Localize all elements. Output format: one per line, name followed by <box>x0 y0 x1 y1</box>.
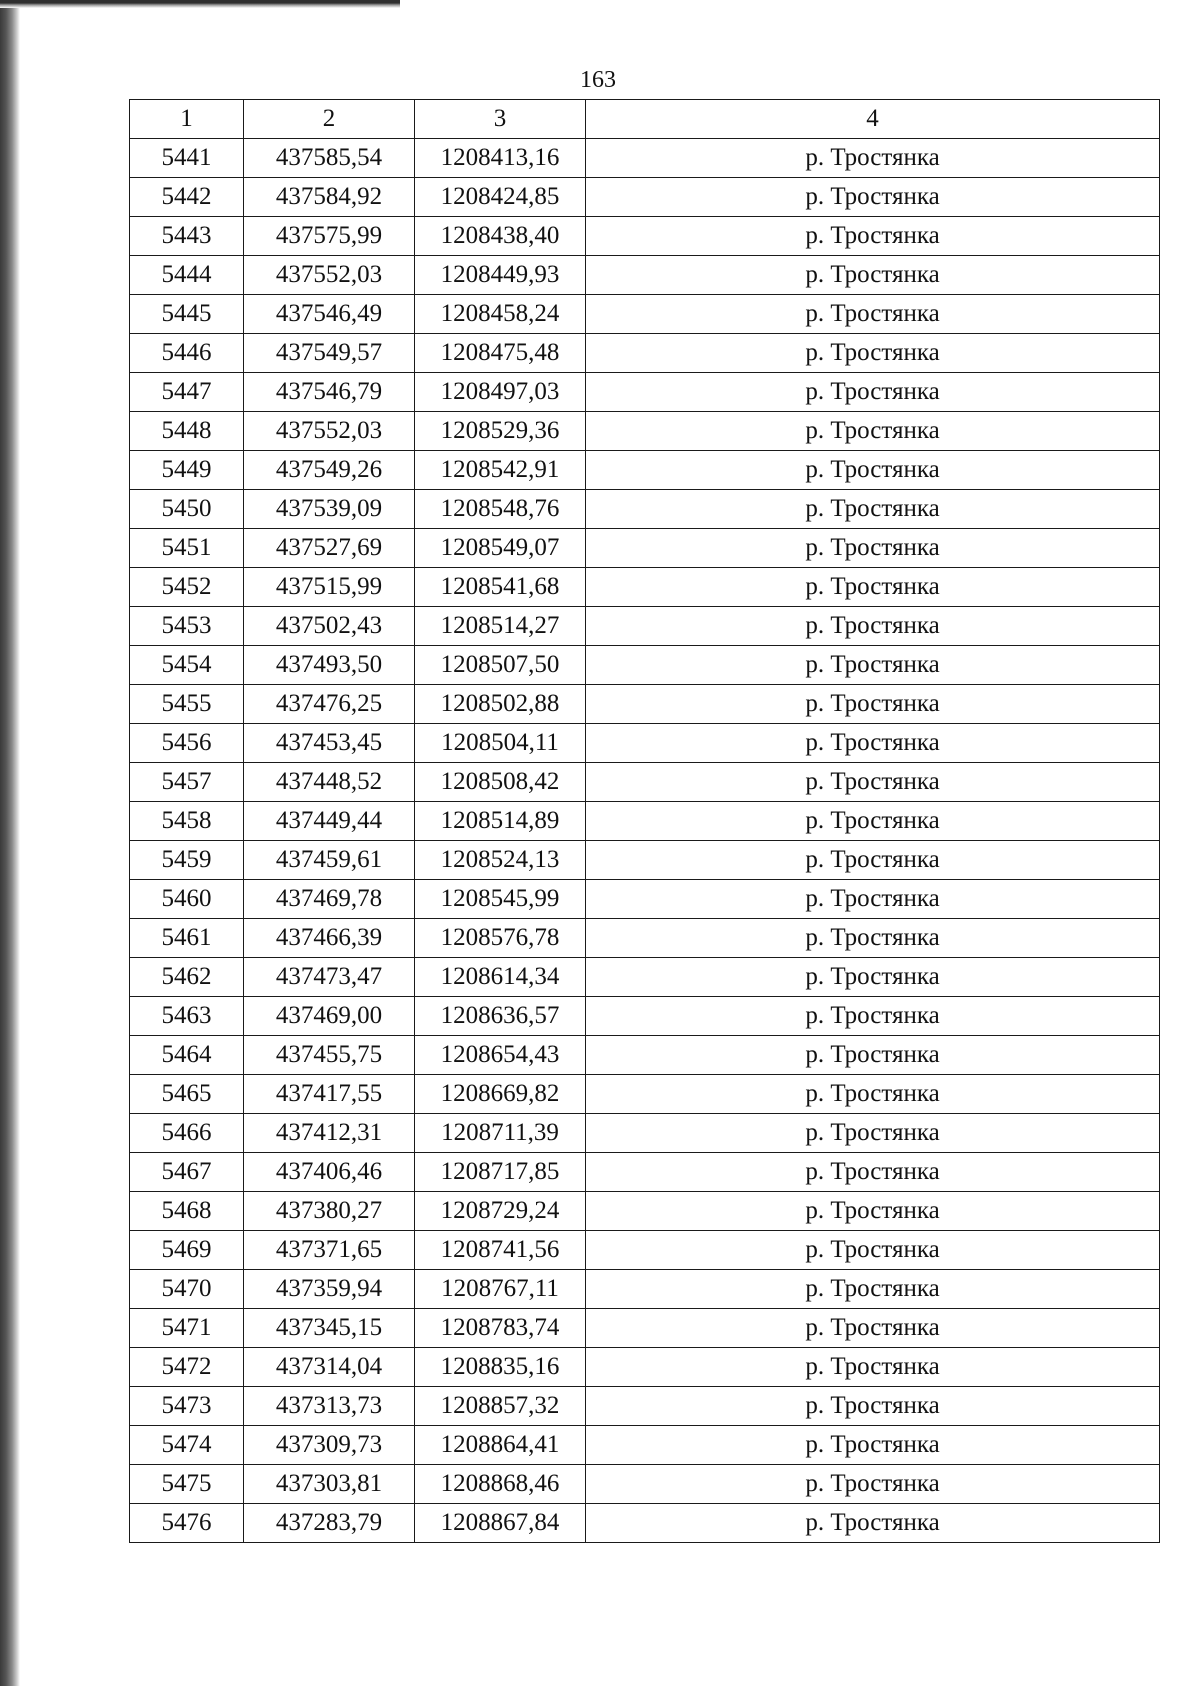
description-cell: р. Тростянка <box>586 1270 1160 1309</box>
table-row <box>130 763 1160 802</box>
description-cell: р. Тростянка <box>586 373 1160 412</box>
description-cell: р. Тростянка <box>586 139 1160 178</box>
description-cell: р. Тростянка <box>586 685 1160 724</box>
x-coordinate-cell: 437469,78 <box>244 880 415 919</box>
description-cell: р. Тростянка <box>586 1075 1160 1114</box>
y-coordinate-cell: 1208458,24 <box>415 295 586 334</box>
scan-edge-shadow <box>0 0 20 1686</box>
description-cell: р. Тростянка <box>586 724 1160 763</box>
point-number-cell: 5443 <box>130 217 244 256</box>
table-header-row <box>130 100 1160 139</box>
y-coordinate-cell: 1208717,85 <box>415 1153 586 1192</box>
table-row <box>130 841 1160 880</box>
x-coordinate-cell: 437549,57 <box>244 334 415 373</box>
x-coordinate-cell: 437575,99 <box>244 217 415 256</box>
description-cell: р. Тростянка <box>586 763 1160 802</box>
description-cell: р. Тростянка <box>586 256 1160 295</box>
x-coordinate-cell: 437459,61 <box>244 841 415 880</box>
y-coordinate-cell: 1208741,56 <box>415 1231 586 1270</box>
x-coordinate-cell: 437515,99 <box>244 568 415 607</box>
x-coordinate-cell: 437466,39 <box>244 919 415 958</box>
page-number: 163 <box>580 67 616 93</box>
y-coordinate-cell: 1208868,46 <box>415 1465 586 1504</box>
description-cell: р. Тростянка <box>586 1348 1160 1387</box>
y-coordinate-cell: 1208545,99 <box>415 880 586 919</box>
x-coordinate-cell: 437502,43 <box>244 607 415 646</box>
point-number-cell: 5462 <box>130 958 244 997</box>
description-cell: р. Тростянка <box>586 841 1160 880</box>
description-cell: р. Тростянка <box>586 334 1160 373</box>
description-cell: р. Тростянка <box>586 217 1160 256</box>
x-coordinate-cell: 437448,52 <box>244 763 415 802</box>
y-coordinate-cell: 1208729,24 <box>415 1192 586 1231</box>
point-number-cell: 5447 <box>130 373 244 412</box>
point-number-cell: 5460 <box>130 880 244 919</box>
table-row <box>130 1192 1160 1231</box>
table-row <box>130 295 1160 334</box>
x-coordinate-cell: 437380,27 <box>244 1192 415 1231</box>
table-row <box>130 1387 1160 1426</box>
scan-top-line <box>0 0 400 8</box>
point-number-cell: 5468 <box>130 1192 244 1231</box>
y-coordinate-cell: 1208669,82 <box>415 1075 586 1114</box>
point-number-cell: 5474 <box>130 1426 244 1465</box>
point-number-cell: 5453 <box>130 607 244 646</box>
y-coordinate-cell: 1208654,43 <box>415 1036 586 1075</box>
point-number-cell: 5463 <box>130 997 244 1036</box>
x-coordinate-cell: 437417,55 <box>244 1075 415 1114</box>
y-coordinate-cell: 1208711,39 <box>415 1114 586 1153</box>
description-cell: р. Тростянка <box>586 1153 1160 1192</box>
y-coordinate-cell: 1208514,89 <box>415 802 586 841</box>
table-row <box>130 997 1160 1036</box>
table-row <box>130 1153 1160 1192</box>
point-number-cell: 5446 <box>130 334 244 373</box>
point-number-cell: 5473 <box>130 1387 244 1426</box>
y-coordinate-cell: 1208835,16 <box>415 1348 586 1387</box>
y-coordinate-cell: 1208529,36 <box>415 412 586 451</box>
description-cell: р. Тростянка <box>586 1309 1160 1348</box>
x-coordinate-cell: 437314,04 <box>244 1348 415 1387</box>
y-coordinate-cell: 1208438,40 <box>415 217 586 256</box>
y-coordinate-cell: 1208475,48 <box>415 334 586 373</box>
description-cell: р. Тростянка <box>586 607 1160 646</box>
y-coordinate-cell: 1208524,13 <box>415 841 586 880</box>
description-cell: р. Тростянка <box>586 1036 1160 1075</box>
x-coordinate-cell: 437476,25 <box>244 685 415 724</box>
description-cell: р. Тростянка <box>586 646 1160 685</box>
point-number-cell: 5451 <box>130 529 244 568</box>
table-row <box>130 1114 1160 1153</box>
description-cell: р. Тростянка <box>586 958 1160 997</box>
y-coordinate-cell: 1208864,41 <box>415 1426 586 1465</box>
table-row <box>130 685 1160 724</box>
y-coordinate-cell: 1208783,74 <box>415 1309 586 1348</box>
x-coordinate-cell: 437539,09 <box>244 490 415 529</box>
x-coordinate-cell: 437585,54 <box>244 139 415 178</box>
point-number-cell: 5450 <box>130 490 244 529</box>
y-coordinate-cell: 1208548,76 <box>415 490 586 529</box>
point-number-cell: 5459 <box>130 841 244 880</box>
y-coordinate-cell: 1208541,68 <box>415 568 586 607</box>
description-cell: р. Тростянка <box>586 451 1160 490</box>
y-coordinate-cell: 1208507,50 <box>415 646 586 685</box>
point-number-cell: 5466 <box>130 1114 244 1153</box>
description-cell: р. Тростянка <box>586 529 1160 568</box>
y-coordinate-cell: 1208502,88 <box>415 685 586 724</box>
x-coordinate-cell: 437455,75 <box>244 1036 415 1075</box>
table-row <box>130 256 1160 295</box>
table-row <box>130 724 1160 763</box>
table-row <box>130 1231 1160 1270</box>
description-cell: р. Тростянка <box>586 295 1160 334</box>
x-coordinate-cell: 437303,81 <box>244 1465 415 1504</box>
table-row <box>130 919 1160 958</box>
x-coordinate-cell: 437283,79 <box>244 1504 415 1543</box>
point-number-cell: 5472 <box>130 1348 244 1387</box>
point-number-cell: 5469 <box>130 1231 244 1270</box>
point-number-cell: 5457 <box>130 763 244 802</box>
y-coordinate-cell: 1208576,78 <box>415 919 586 958</box>
table-row <box>130 451 1160 490</box>
description-cell: р. Тростянка <box>586 802 1160 841</box>
x-coordinate-cell: 437546,49 <box>244 295 415 334</box>
table-row <box>130 1504 1160 1543</box>
point-number-cell: 5471 <box>130 1309 244 1348</box>
point-number-cell: 5455 <box>130 685 244 724</box>
point-number-cell: 5445 <box>130 295 244 334</box>
description-cell: р. Тростянка <box>586 490 1160 529</box>
table-row <box>130 1270 1160 1309</box>
table-body <box>130 139 1160 1543</box>
table-row <box>130 139 1160 178</box>
column-header-1: 1 <box>130 100 244 139</box>
y-coordinate-cell: 1208549,07 <box>415 529 586 568</box>
table-row <box>130 607 1160 646</box>
x-coordinate-cell: 437552,03 <box>244 412 415 451</box>
description-cell: р. Тростянка <box>586 1231 1160 1270</box>
y-coordinate-cell: 1208449,93 <box>415 256 586 295</box>
x-coordinate-cell: 437313,73 <box>244 1387 415 1426</box>
description-cell: р. Тростянка <box>586 880 1160 919</box>
table-row <box>130 880 1160 919</box>
description-cell: р. Тростянка <box>586 1114 1160 1153</box>
table-row <box>130 1309 1160 1348</box>
table-row <box>130 373 1160 412</box>
x-coordinate-cell: 437469,00 <box>244 997 415 1036</box>
point-number-cell: 5465 <box>130 1075 244 1114</box>
y-coordinate-cell: 1208508,42 <box>415 763 586 802</box>
column-header-4: 4 <box>586 100 1160 139</box>
y-coordinate-cell: 1208636,57 <box>415 997 586 1036</box>
description-cell: р. Тростянка <box>586 1465 1160 1504</box>
point-number-cell: 5461 <box>130 919 244 958</box>
point-number-cell: 5458 <box>130 802 244 841</box>
table-row <box>130 1036 1160 1075</box>
description-cell: р. Тростянка <box>586 1426 1160 1465</box>
y-coordinate-cell: 1208542,91 <box>415 451 586 490</box>
point-number-cell: 5475 <box>130 1465 244 1504</box>
point-number-cell: 5441 <box>130 139 244 178</box>
y-coordinate-cell: 1208857,32 <box>415 1387 586 1426</box>
x-coordinate-cell: 437473,47 <box>244 958 415 997</box>
table-row <box>130 490 1160 529</box>
x-coordinate-cell: 437453,45 <box>244 724 415 763</box>
point-number-cell: 5448 <box>130 412 244 451</box>
x-coordinate-cell: 437493,50 <box>244 646 415 685</box>
y-coordinate-cell: 1208514,27 <box>415 607 586 646</box>
x-coordinate-cell: 437449,44 <box>244 802 415 841</box>
y-coordinate-cell: 1208867,84 <box>415 1504 586 1543</box>
point-number-cell: 5452 <box>130 568 244 607</box>
point-number-cell: 5456 <box>130 724 244 763</box>
table-row <box>130 1348 1160 1387</box>
point-number-cell: 5467 <box>130 1153 244 1192</box>
table-row <box>130 802 1160 841</box>
table-row <box>130 568 1160 607</box>
table-row <box>130 412 1160 451</box>
table-row <box>130 958 1160 997</box>
description-cell: р. Тростянка <box>586 178 1160 217</box>
table-row <box>130 1075 1160 1114</box>
table-row <box>130 1426 1160 1465</box>
description-cell: р. Тростянка <box>586 412 1160 451</box>
y-coordinate-cell: 1208614,34 <box>415 958 586 997</box>
point-number-cell: 5444 <box>130 256 244 295</box>
point-number-cell: 5449 <box>130 451 244 490</box>
x-coordinate-cell: 437309,73 <box>244 1426 415 1465</box>
x-coordinate-cell: 437406,46 <box>244 1153 415 1192</box>
table-row <box>130 334 1160 373</box>
description-cell: р. Тростянка <box>586 997 1160 1036</box>
x-coordinate-cell: 437527,69 <box>244 529 415 568</box>
y-coordinate-cell: 1208413,16 <box>415 139 586 178</box>
column-header-3: 3 <box>415 100 586 139</box>
point-number-cell: 5454 <box>130 646 244 685</box>
point-number-cell: 5470 <box>130 1270 244 1309</box>
y-coordinate-cell: 1208424,85 <box>415 178 586 217</box>
x-coordinate-cell: 437412,31 <box>244 1114 415 1153</box>
table-row <box>130 646 1160 685</box>
description-cell: р. Тростянка <box>586 1387 1160 1426</box>
table-row <box>130 178 1160 217</box>
column-header-2: 2 <box>244 100 415 139</box>
description-cell: р. Тростянка <box>586 1192 1160 1231</box>
point-number-cell: 5464 <box>130 1036 244 1075</box>
x-coordinate-cell: 437584,92 <box>244 178 415 217</box>
x-coordinate-cell: 437371,65 <box>244 1231 415 1270</box>
x-coordinate-cell: 437549,26 <box>244 451 415 490</box>
table-row <box>130 529 1160 568</box>
y-coordinate-cell: 1208767,11 <box>415 1270 586 1309</box>
x-coordinate-cell: 437546,79 <box>244 373 415 412</box>
y-coordinate-cell: 1208504,11 <box>415 724 586 763</box>
point-number-cell: 5476 <box>130 1504 244 1543</box>
table-row <box>130 1465 1160 1504</box>
y-coordinate-cell: 1208497,03 <box>415 373 586 412</box>
x-coordinate-cell: 437359,94 <box>244 1270 415 1309</box>
x-coordinate-cell: 437552,03 <box>244 256 415 295</box>
description-cell: р. Тростянка <box>586 568 1160 607</box>
point-number-cell: 5442 <box>130 178 244 217</box>
coordinates-table <box>129 99 1160 1543</box>
x-coordinate-cell: 437345,15 <box>244 1309 415 1348</box>
description-cell: р. Тростянка <box>586 919 1160 958</box>
table-row <box>130 217 1160 256</box>
description-cell: р. Тростянка <box>586 1504 1160 1543</box>
